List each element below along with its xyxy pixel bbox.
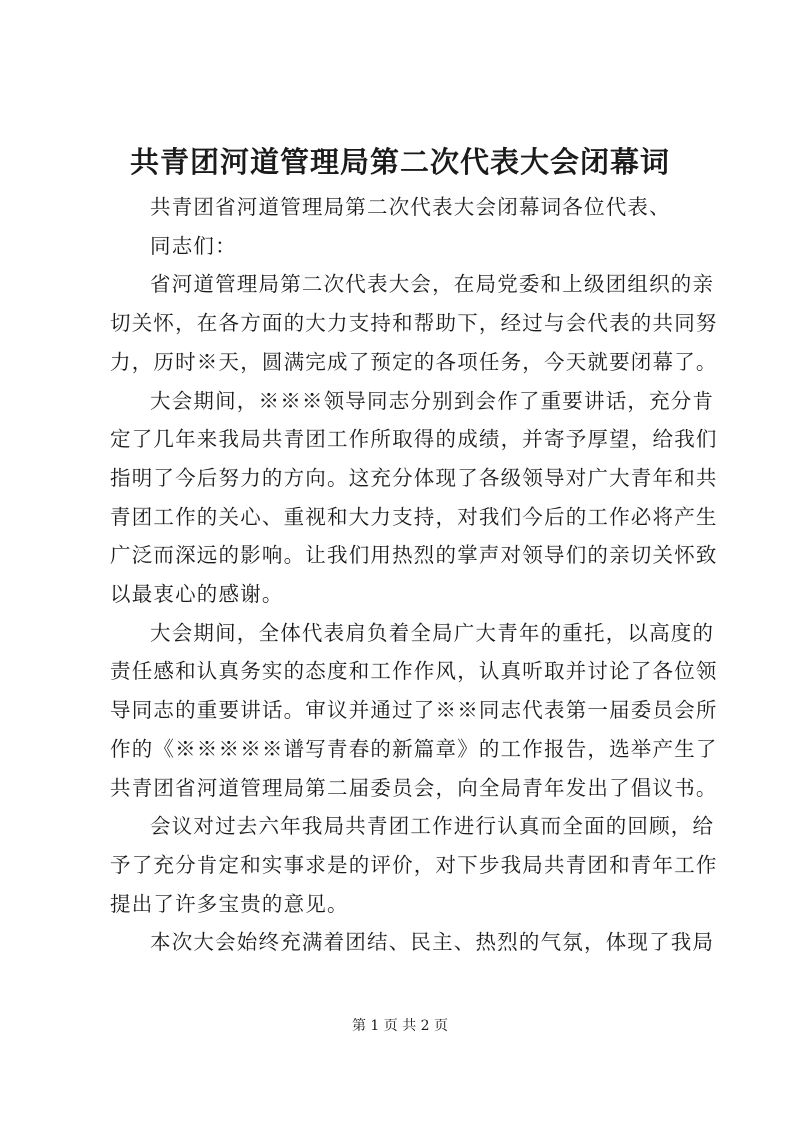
text-line: 责任感和认真务实的态度和工作作风，认真听取并讨论了各位领 bbox=[110, 659, 718, 684]
page-footer bbox=[0, 1016, 800, 1036]
text-line: 切关怀，在各方面的大力支持和帮助下，经过与会代表的共同努 bbox=[110, 311, 718, 336]
text-line: 青团工作的关心、重视和大力支持，对我们今后的工作必将产生 bbox=[110, 504, 718, 529]
page-number: 第 1 页 共 2 页 bbox=[351, 1018, 449, 1034]
text-line: 大会期间，全体代表肩负着全局广大青年的重托，以高度的 bbox=[150, 620, 715, 645]
text-line: 会议对过去六年我局共青团工作进行认真而全面的回顾，给 bbox=[150, 814, 715, 839]
text-line: 广泛而深远的影响。让我们用热烈的掌声对领导们的亲切关怀致 bbox=[110, 543, 718, 568]
text-line: 作的《※※※※※谱写青春的新篇章》的工作报告，选举产生了 bbox=[110, 736, 718, 761]
text-line: 予了充分肯定和实事求是的评价，对下步我局共青团和青年工作 bbox=[110, 852, 718, 877]
text-line: 省河道管理局第二次代表大会，在局党委和上级团组织的亲 bbox=[150, 272, 715, 297]
text-line: 提出了许多宝贵的意见。 bbox=[110, 891, 349, 916]
text-line: 定了几年来我局共青团工作所取得的成绩，并寄予厚望，给我们 bbox=[110, 427, 718, 452]
text-line: 以最衷心的感谢。 bbox=[110, 582, 284, 607]
text-line: 共青团省河道管理局第二次代表大会闭幕词各位代表、 bbox=[150, 195, 671, 219]
text-line: 导同志的重要讲话。审议并通过了※※同志代表第一届委员会所 bbox=[110, 698, 718, 723]
text-line: 同志们： bbox=[150, 233, 237, 258]
document-body bbox=[110, 188, 718, 962]
text-line: 大会期间，※※※领导同志分别到会作了重要讲话，充分肯 bbox=[150, 388, 715, 413]
text-line: 指明了今后努力的方向。这充分体现了各级领导对广大青年和共 bbox=[110, 465, 718, 490]
text-line: 本次大会始终充满着团结、民主、热烈的气氛，体现了我局 bbox=[150, 930, 715, 955]
document-title: 共青团河道管理局第二次代表大会闭幕词 bbox=[129, 145, 670, 179]
text-line: 力，历时※天，圆满完成了预定的各项任务，今天就要闭幕了。 bbox=[110, 349, 718, 374]
text-line: 共青团省河道管理局第二届委员会，向全局青年发出了倡议书。 bbox=[110, 775, 718, 800]
